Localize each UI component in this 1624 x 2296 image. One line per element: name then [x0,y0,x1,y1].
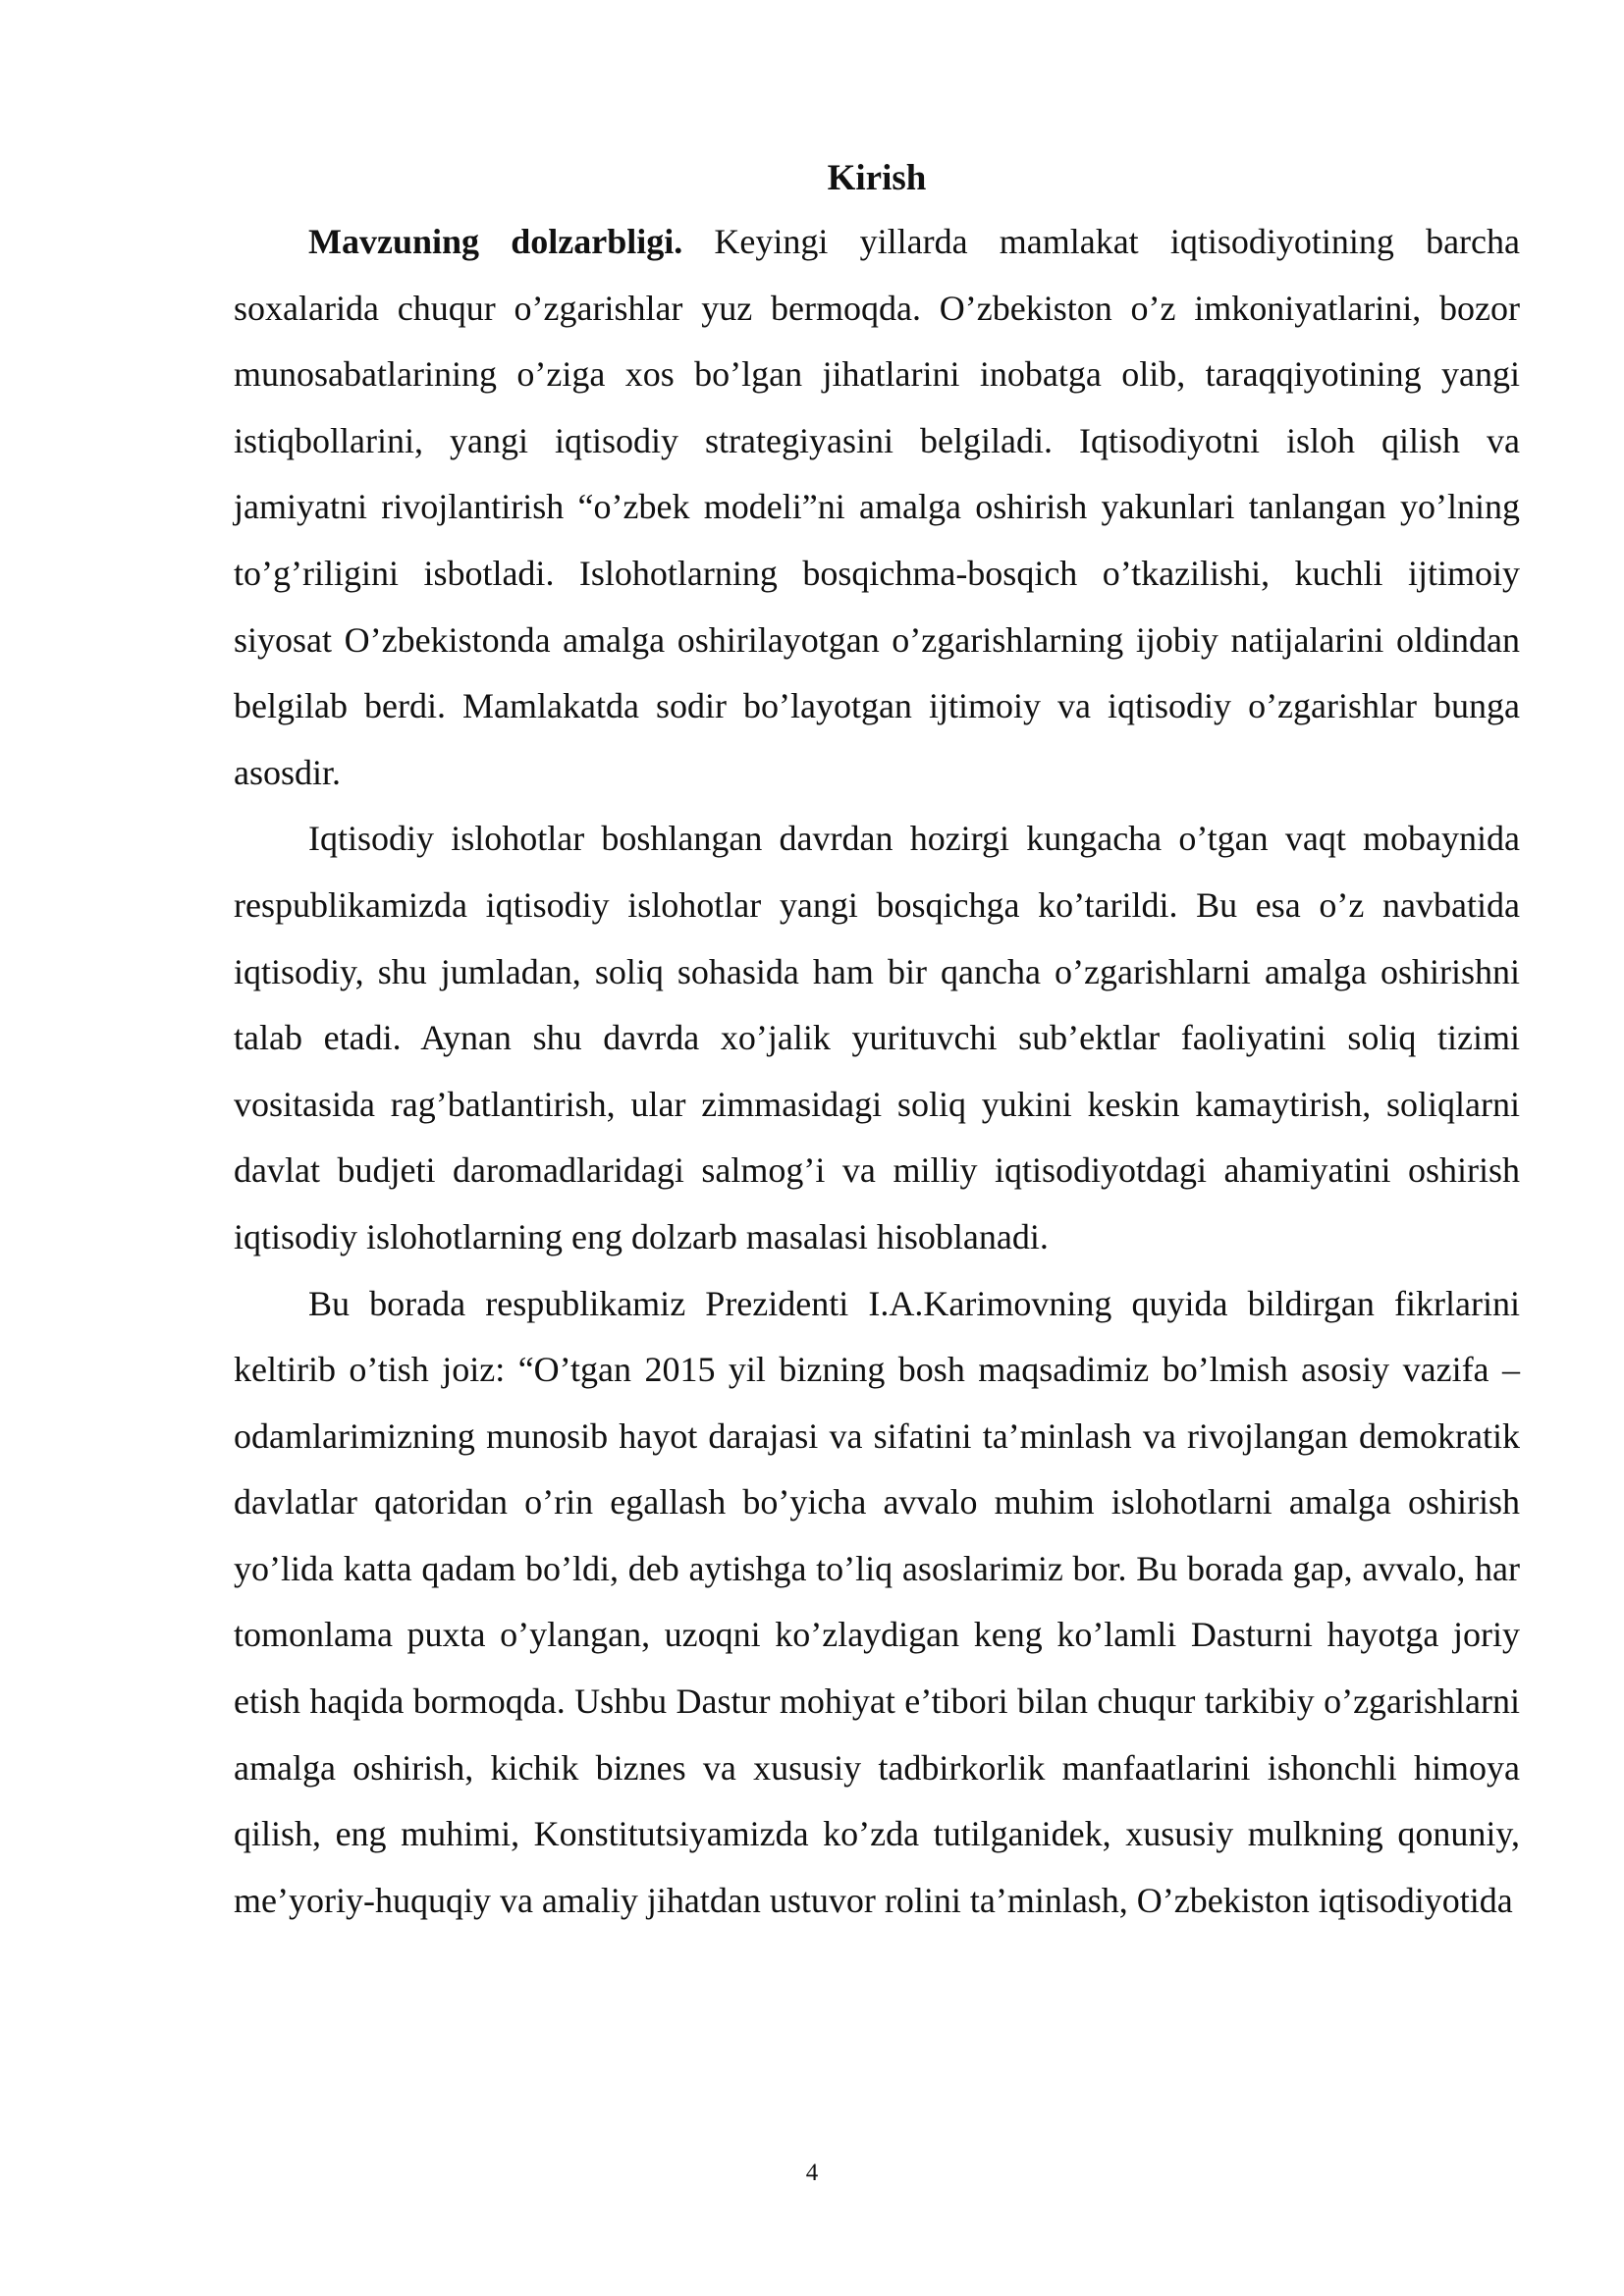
section-title: Kirish [827,158,927,198]
paragraph-reforms: Iqtisodiy islohotlar boshlangan davrdan hozirgi kungacha o’tgan vaqt mobaynida respublikamizda iqtisodiy islohotlar yangi bosqichga ko’tarildi. Bu esa o’z navbatida iqtisodiy, shu jumladan, soliq sohasida ham bir qancha o’zgarishlarni amalga oshirishni talab etadi. Aynan shu davrda xo’jalik yurituvchi sub’ektlar faoliyatini soliq tizimi vositasida rag’batlantirish, ular zimmasidagi soliq yukini keskin kamaytirish, soliqlarni davlat budjeti daromadlaridagi salmog’i va milliy iqtisodiyotdagi ahamiyatini oshirish iqtisodiy islohotlarning eng dolzarb masalasi hisoblanadi. [234,819,1520,1256]
page-content [234,147,1520,1934]
paragraph-president-quote: Bu borada respublikamiz Prezidenti I.A.Karimovning quyida bildirgan fikrlarini keltirib o’tish joiz: “O’tgan 2015 yil bizning bosh maqsadimiz bo’lmish asosiy vazifa – odamlarimizning munosib hayot darajasi va sifatini ta’minlash va rivojlangan demokratik davlatlar qatoridan o’rin egallash bo’yicha avvalo muhim islohotlarni amalga oshirish yo’lida katta qadam bo’ldi, deb aytishga to’liq asoslarimiz bor. Bu borada gap, avvalo, har tomonlama puxta o’ylangan, uzoqni ko’zlaydigan keng ko’lamli Dasturni hayotga joriy etish haqida bormoqda. Ushbu Dastur mohiyat e’tibori bilan chuqur tarkibiy o’zgarishlarni amalga oshirish, kichik biznes va xususiy tadbirkorlik manfaatlarini ishonchli himoya qilish, eng muhimi, Konstitutsiyamizda ko’zda tutilganidek, xususiy mulkning qonuniy, me’yoriy-huquqiy va amaliy jihatdan ustuvor rolini ta’minlash, O’zbekiston iqtisodiyotida [234,1283,1520,1920]
paragraph-relevance [234,209,1520,806]
paragraph-body: Keyingi yillarda mamlakat iqtisodiyotining barcha soxalarida chuqur o’zgarishlar yuz bermoqda. O’zbekiston o’z imkoniyatlarini, bozor munosabatlarining o’ziga xos bo’lgan jihatlarini inobatga olib, taraqqiyotining yangi istiqbollarini, yangi iqtisodiy strategiyasini belgiladi. Iqtisodiyotni isloh qilish va jamiyatni rivojlantirish “o’zbek modeli”ni amalga oshirish yakunlari tanlangan yo’lning to’g’riligini isbotladi. Islohotlarning bosqichma-bosqich o’tkazilishi, kuchli ijtimoiy siyosat O’zbekistonda amalga oshirilayotgan o’zgarishlarning ijobiy natijalarini oldindan belgilab berdi. Mamlakatda sodir bo’layotgan ijtimoiy va iqtisodiy o’zgarishlar bunga asosdir. [234,222,1521,792]
paragraph-lead: Mavzuning dolzarbligi. [308,222,683,261]
page-number: 4 [805,2160,819,2186]
